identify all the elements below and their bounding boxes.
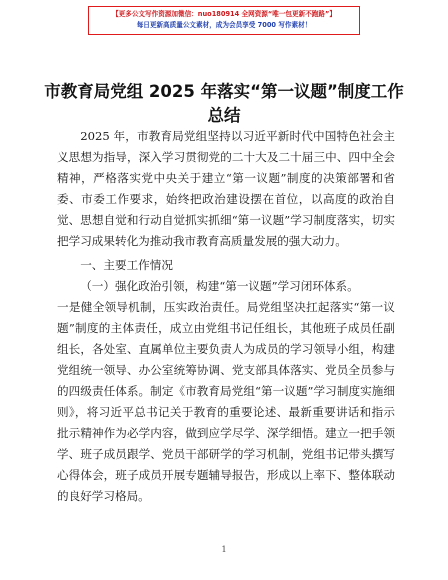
section-heading: 一、主要工作情况 — [80, 258, 173, 272]
promo-banner-line1: 【更多公文写作资源加微信：nuo180914 全网资源“唯一包更新不跑路”】 — [112, 10, 336, 18]
promo-banner — [88, 6, 360, 35]
document-body — [57, 126, 395, 507]
subsection-heading: （一）强化政治引领，构建“第一议题”学习闭环体系。 — [80, 279, 359, 293]
promo-banner-line2: 每日更新高质量公文素材，成为会员享受 7000 写作素材！ — [136, 21, 312, 29]
body-paragraph: 一是健全领导机制，压实政治责任。局党组坚决扛起落实“第一议题”制度的主体责任，成立由党组书记任组长，其他班子成员任副组长，各处室、直属单位主要负责人为成员的学习领导小组，构建党组统一领导、办公室统筹协调、党支部具体落实、党员全员参与的四级责任体系。制定《市教育局党组“第一议题”学习制度实施细则》，将习近平总书记关于教育的重要论述、最新重要讲话和指示批示精神作为必学内容，做到应学尽学、深学细悟。建立一把手领学、班子成员跟学、党员干部研学的学习机制，党组书记带头撰写心得体会，班子成员开展专题辅导报告，形成以上率下、整体联动的良好学习格局。 — [57, 300, 395, 503]
document-title: 市教育局党组 2025 年落实“第一议题”制度工作总结 — [44, 82, 404, 125]
page-number: 1 — [221, 545, 227, 554]
intro-paragraph: 2025 年，市教育局党组坚持以习近平新时代中国特色社会主义思想为指导，深入学习贯彻党的二十大及二十届三中、四中全会精神，严格落实党中央关于建立“第一议题”制度的决策部署和省委、市委工作要求，始终把政治建设摆在首位，以高度的政治自觉、思想自觉和行动自觉抓实抓细“第一议题”学习制度落实，切实把学习成果转化为推动我市教育高质量发展的强大动力。 — [57, 129, 395, 248]
